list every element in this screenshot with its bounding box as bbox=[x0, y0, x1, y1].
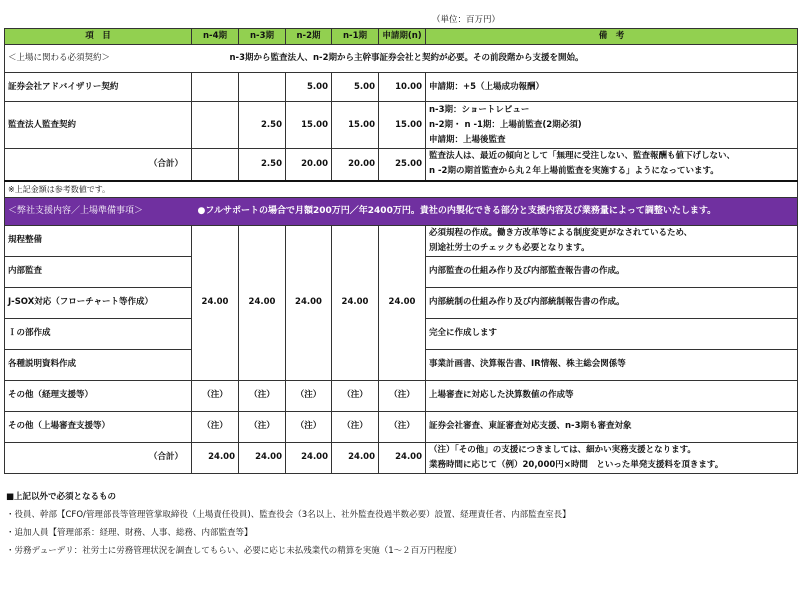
value-cell: （注） bbox=[239, 380, 286, 411]
remarks-cell: 内部監査の仕組み作り及び内部監査報告書の作成。 bbox=[426, 256, 798, 287]
section2-title-row bbox=[5, 197, 798, 225]
row-label: 各種説明資料作成 bbox=[5, 349, 192, 380]
header-n1: n-1期 bbox=[332, 29, 379, 45]
remarks-cell: 事業計画書、決算報告書、IR情報、株主総会関係等 bbox=[426, 349, 798, 380]
merged-value: 24.00 bbox=[286, 225, 332, 380]
section1-description: n-3期から監査法人、n-2期から主幹事証券会社と契約が必要。その前段階から支援を開始。 bbox=[192, 45, 798, 73]
total-value bbox=[192, 149, 239, 181]
value-cell: 5.00 bbox=[286, 73, 332, 102]
remarks-cell: 上場審査に対応した決算数値の作成等 bbox=[426, 380, 798, 411]
remarks-cell: n-3期：ショートレビュー n-2期・ n -1期：上場前監査(2期必須) 申請期：上場後監査 bbox=[426, 102, 798, 149]
value-cell: （注） bbox=[379, 380, 426, 411]
remarks-cell: 証券会社審査、東証審査対応支援、n-3期も審査対象 bbox=[426, 411, 798, 442]
row-label: 監査法人監査契約 bbox=[5, 102, 192, 149]
total-label: （合計） bbox=[5, 442, 192, 473]
value-cell: 15.00 bbox=[379, 102, 426, 149]
total-value: 24.00 bbox=[286, 442, 332, 473]
value-cell: （注） bbox=[332, 411, 379, 442]
remarks-cell: 完全に作成します bbox=[426, 318, 798, 349]
row-label: 証券会社アドバイザリー契約 bbox=[5, 73, 192, 102]
value-cell: （注） bbox=[192, 380, 239, 411]
reference-note: ※上記金額は参考数値です。 bbox=[5, 181, 798, 198]
value-cell: （注） bbox=[286, 411, 332, 442]
remarks-cell: 監査法人は、最近の傾向として「無理に受注しない、監査報酬も値下げしない、 n -2期の期首監査から丸２年上場前監査を実施する」ようになっています。 bbox=[426, 149, 798, 181]
header-item: 項 目 bbox=[5, 29, 192, 45]
value-cell bbox=[239, 73, 286, 102]
note-row bbox=[5, 181, 798, 198]
footer-item: ・労務デューデリ：社労士に労務管理状況を調査してもらい、必要に応じ未払残業代の精算を実施（1～２百万円程度） bbox=[6, 546, 462, 556]
remarks-cell: （注）「その他」の支援につきましては、細かい実務支援となります。 業務時間に応じて（例）20,000円×時間 といった単発支援料を頂きます。 bbox=[426, 442, 798, 473]
total-value: 24.00 bbox=[192, 442, 239, 473]
section2-title: ＜弊社支援内容／上場準備事項＞ bbox=[5, 197, 192, 225]
header-n2: n-2期 bbox=[286, 29, 332, 45]
row-label: 内部監査 bbox=[5, 256, 192, 287]
remarks-cell: 申請期：+5（上場成功報酬） bbox=[426, 73, 798, 102]
total-value: 24.00 bbox=[379, 442, 426, 473]
value-cell: （注） bbox=[239, 411, 286, 442]
row-label: その他（経理支援等） bbox=[5, 380, 192, 411]
value-cell bbox=[192, 73, 239, 102]
remarks-cell: 内部統制の仕組み作り及び内部統制報告書の作成。 bbox=[426, 287, 798, 318]
row-label: 規程整備 bbox=[5, 225, 192, 256]
table-row bbox=[5, 411, 798, 442]
footer-item: ・役員、幹部【CFO/管理部長等管理管掌取締役（上場責任役員)、監査役会（3名以上、社外監査役過半数必要）設置、経理責任者、内部監査室長】 bbox=[6, 510, 571, 520]
total-value: 24.00 bbox=[332, 442, 379, 473]
merged-value: 24.00 bbox=[239, 225, 286, 380]
value-cell: （注） bbox=[286, 380, 332, 411]
value-cell: 15.00 bbox=[332, 102, 379, 149]
unit-label: （単位：百万円） bbox=[432, 15, 501, 25]
total-value: 25.00 bbox=[379, 149, 426, 181]
merged-value: 24.00 bbox=[379, 225, 426, 380]
merged-value: 24.00 bbox=[332, 225, 379, 380]
cost-table bbox=[4, 28, 798, 474]
section1-title-row bbox=[5, 45, 798, 73]
total-value: 20.00 bbox=[332, 149, 379, 181]
table-row bbox=[5, 102, 798, 149]
header-n3: n-3期 bbox=[239, 29, 286, 45]
header-application: 申請期(n) bbox=[379, 29, 426, 45]
value-cell: 2.50 bbox=[239, 102, 286, 149]
value-cell: （注） bbox=[379, 411, 426, 442]
table-row bbox=[5, 380, 798, 411]
section2-description: ●フルサポートの場合で月額200万円／年2400万円。貴社の内製化できる部分と支援内容及び業務量によって調整いたします。 bbox=[192, 197, 798, 225]
value-cell: 10.00 bbox=[379, 73, 426, 102]
header-n4: n-4期 bbox=[192, 29, 239, 45]
value-cell: 15.00 bbox=[286, 102, 332, 149]
row-label: J-SOX対応（フローチャート等作成） bbox=[5, 287, 192, 318]
row-label: その他（上場審査支援等） bbox=[5, 411, 192, 442]
section1-title: ＜上場に関わる必須契約＞ bbox=[5, 45, 192, 73]
total-row bbox=[5, 442, 798, 473]
table-row bbox=[5, 73, 798, 102]
footer-notes bbox=[6, 488, 571, 560]
value-cell bbox=[192, 102, 239, 149]
value-cell: （注） bbox=[192, 411, 239, 442]
row-label: Ｉの部作成 bbox=[5, 318, 192, 349]
total-value: 2.50 bbox=[239, 149, 286, 181]
merged-value: 24.00 bbox=[192, 225, 239, 380]
table-row bbox=[5, 225, 798, 256]
footer-heading: ■上記以外で必須となるもの bbox=[6, 492, 117, 502]
remarks-cell: 必須規程の作成。働き方改革等による制度変更がなされているため、 別途社労士のチェックも必要となります。 bbox=[426, 225, 798, 256]
total-row bbox=[5, 149, 798, 181]
total-value: 24.00 bbox=[239, 442, 286, 473]
header-row bbox=[5, 29, 798, 45]
total-label: （合計） bbox=[5, 149, 192, 181]
header-remarks: 備 考 bbox=[426, 29, 798, 45]
total-value: 20.00 bbox=[286, 149, 332, 181]
value-cell: （注） bbox=[332, 380, 379, 411]
value-cell: 5.00 bbox=[332, 73, 379, 102]
footer-item: ・追加人員【管理部系：経理、財務、人事、総務、内部監査等】 bbox=[6, 528, 253, 538]
